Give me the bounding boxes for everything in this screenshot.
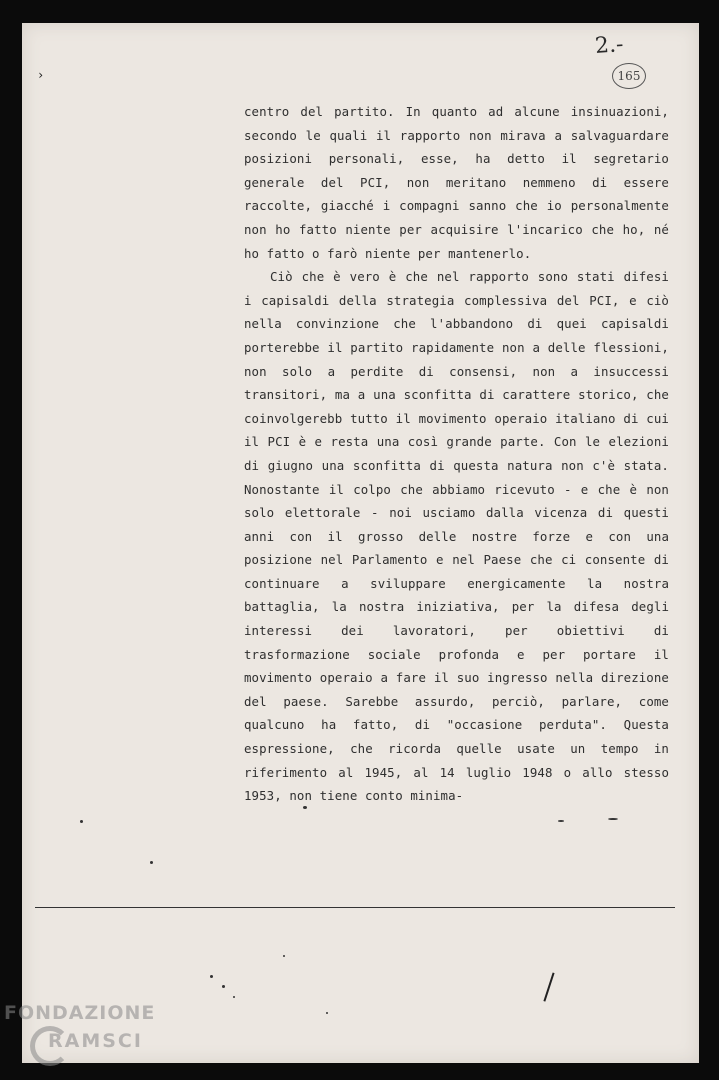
page-number: 2.- [594, 32, 625, 59]
ink-speck [222, 985, 225, 988]
ink-speck [210, 975, 213, 978]
paragraph: centro del partito. In quanto ad alcune insinuazioni, secondo le quali il rapporto non mirava a salvaguardare posizioni personali, esse, ha detto il segretario generale del PCI, non meritano nemmeno di essere raccolte, giacché i compagni sanno che io personalmente non ho fatto niente per acquisire l'incarico che ho, né ho fatto o farò niente per mantenerlo. [244, 104, 669, 261]
ink-speck [303, 806, 307, 809]
ink-speck [233, 996, 235, 998]
ink-speck [608, 818, 618, 820]
body-text [244, 100, 669, 808]
watermark-line-2: RAMSCI [48, 1030, 143, 1052]
margin-mark: › [37, 68, 45, 82]
archive-watermark [4, 1002, 155, 1052]
watermark-line-1: FONDAZIONE [4, 1002, 156, 1024]
ink-speck [558, 820, 564, 822]
watermark-g-logo-icon [30, 1026, 70, 1066]
paragraph: Ciò che è vero è che nel rapporto sono stati difesi i capisaldi della strategia complessiva del PCI, e ciò nella convinzione che l'abbandono di quei capisaldi porterebbe il partito rapidamente non a delle flessioni, non solo a perdite di consensi, non a insuccessi transitori, ma a una sconfitta di carattere storico, che coinvolgerebb tutto il movimento operaio italiano di cui il PCI è e resta una così grande parte. Con le elezioni di giugno una sconfitta di questa natura non c'è stata. Nonostante il colpo che abbiamo ricevuto - e che è non solo elettorale - noi usciamo dalla vicenza di questi anni con il grosso delle nostre forze e con una posizione nel Parlamento e nel Paese che ci consente di continuare a sviluppare energicamente la nostra battaglia, la nostra iniziativa, per la difesa degli interessi dei lavoratori, per obiettivi di trasformazione sociale profonda e per portare il movimento operaio a fare il suo ingresso nella direzione del paese. Sarebbe assurdo, perciò, parlare, come qualcuno ha fatto, di "occasione perduta". Questa espressione, che ricorda quelle usate un tempo in riferimento al 1945, al 14 luglio 1948 o allo stesso 1953, non tiene conto minima- [244, 269, 669, 804]
ink-speck [150, 861, 153, 864]
ink-speck [326, 1012, 328, 1014]
ink-speck [80, 820, 83, 823]
horizontal-rule [35, 907, 675, 908]
archive-number-stamp: 165 [612, 63, 646, 89]
ink-speck [283, 955, 285, 957]
